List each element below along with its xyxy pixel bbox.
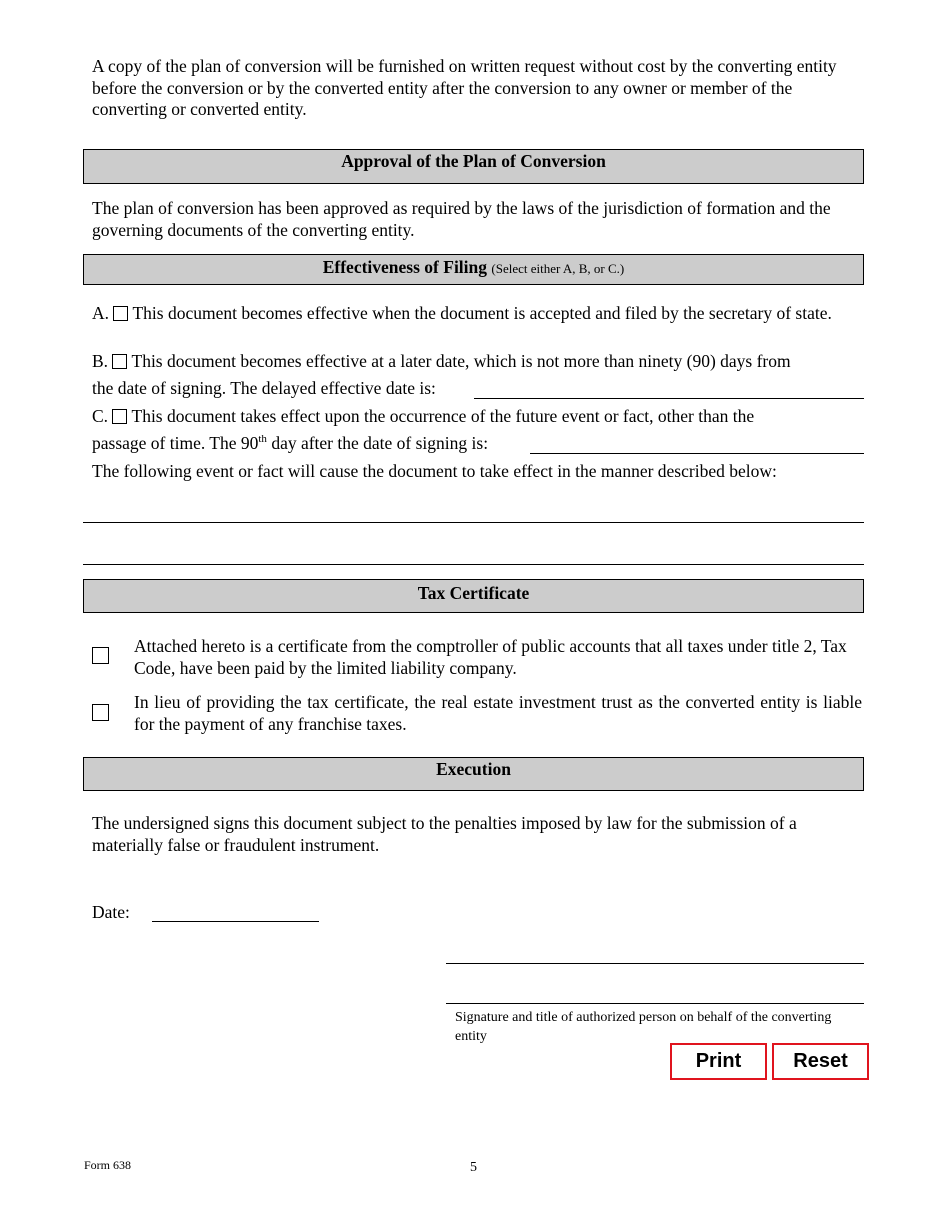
- tax-certificate-attached-checkbox[interactable]: [92, 647, 109, 664]
- option-c-text-line2: [92, 433, 488, 455]
- option-c-row: [92, 406, 862, 428]
- tax-certificate-attached-text: Attached hereto is a certificate from the comptroller of public accounts that all taxes under title 2, Tax Code, have been paid by the limited liability company.: [134, 636, 847, 678]
- option-b-label: B.: [92, 351, 109, 371]
- event-description-prompt: The following event or fact will cause the document to take effect in the manner described below:: [92, 461, 777, 481]
- signature-upper-rule: [446, 963, 864, 964]
- execution-heading-text: Execution: [436, 759, 511, 779]
- reset-button[interactable]: Reset: [772, 1043, 869, 1080]
- option-c-text-post: day after the date of signing is:: [266, 433, 489, 453]
- option-b-text-line2: the date of signing. The delayed effective date is:: [92, 378, 436, 398]
- tax-heading-text: Tax Certificate: [417, 583, 530, 603]
- option-b-row: [92, 351, 862, 373]
- option-c-text-pre: passage of time. The 90: [92, 433, 259, 453]
- effectiveness-heading-text: Effectiveness of Filing: [322, 257, 488, 277]
- effectiveness-subheading: (Select either A, B, or C.): [491, 261, 625, 276]
- approval-paragraph: The plan of conversion has been approved as required by the laws of the jurisdiction of formation and the governing documents of the converting entity.: [92, 198, 831, 240]
- event-description-line-2[interactable]: [83, 564, 864, 565]
- print-button[interactable]: Print: [670, 1043, 767, 1080]
- approval-section-heading: [83, 149, 864, 184]
- signature-caption: Signature and title of authorized person on behalf of the converting entity: [455, 1010, 832, 1044]
- option-b-checkbox[interactable]: [112, 354, 127, 369]
- form-number: Form 638: [84, 1158, 132, 1172]
- option-a-text: This document becomes effective when the document is accepted and filed by the secretary of state.: [132, 303, 832, 323]
- option-c-label: C.: [92, 406, 109, 426]
- option-c-text-sup: th: [258, 433, 267, 446]
- option-a-checkbox[interactable]: [113, 306, 128, 321]
- page-number: 5: [470, 1160, 477, 1175]
- tax-certificate-lieu-checkbox[interactable]: [92, 704, 109, 721]
- signature-field[interactable]: [446, 1003, 864, 1004]
- option-a-label: A.: [92, 303, 110, 323]
- delayed-effective-date-field[interactable]: [474, 398, 864, 399]
- ninetieth-day-date-field[interactable]: [530, 453, 864, 454]
- execution-paragraph: The undersigned signs this document subject to the penalties imposed by law for the submission of a materially false or fraudulent instrument.: [92, 813, 797, 855]
- option-c-text-line1: This document takes effect upon the occurrence of the future event or fact, other than the: [131, 406, 755, 426]
- intro-paragraph: A copy of the plan of conversion will be furnished on written request without cost by the converting entity before the conversion or by the converted entity after the conversion to any owner or member of the converting or converted entity.: [92, 56, 837, 119]
- option-a-row: [92, 303, 862, 325]
- tax-certificate-lieu-text: In lieu of providing the tax certificate, the real estate investment trust as the converted entity is liable for the payment of any franchise taxes.: [134, 692, 862, 734]
- approval-heading-text: Approval of the Plan of Conversion: [341, 151, 606, 171]
- effectiveness-section-heading: [83, 254, 864, 285]
- execution-date-field[interactable]: [152, 921, 319, 922]
- option-c-checkbox[interactable]: [112, 409, 127, 424]
- tax-certificate-section-heading: [83, 579, 864, 613]
- date-label: Date:: [92, 902, 130, 922]
- event-description-line-1[interactable]: [83, 522, 864, 523]
- option-b-text-line1: This document becomes effective at a later date, which is not more than ninety (90) days from: [131, 351, 791, 371]
- execution-section-heading: [83, 757, 864, 791]
